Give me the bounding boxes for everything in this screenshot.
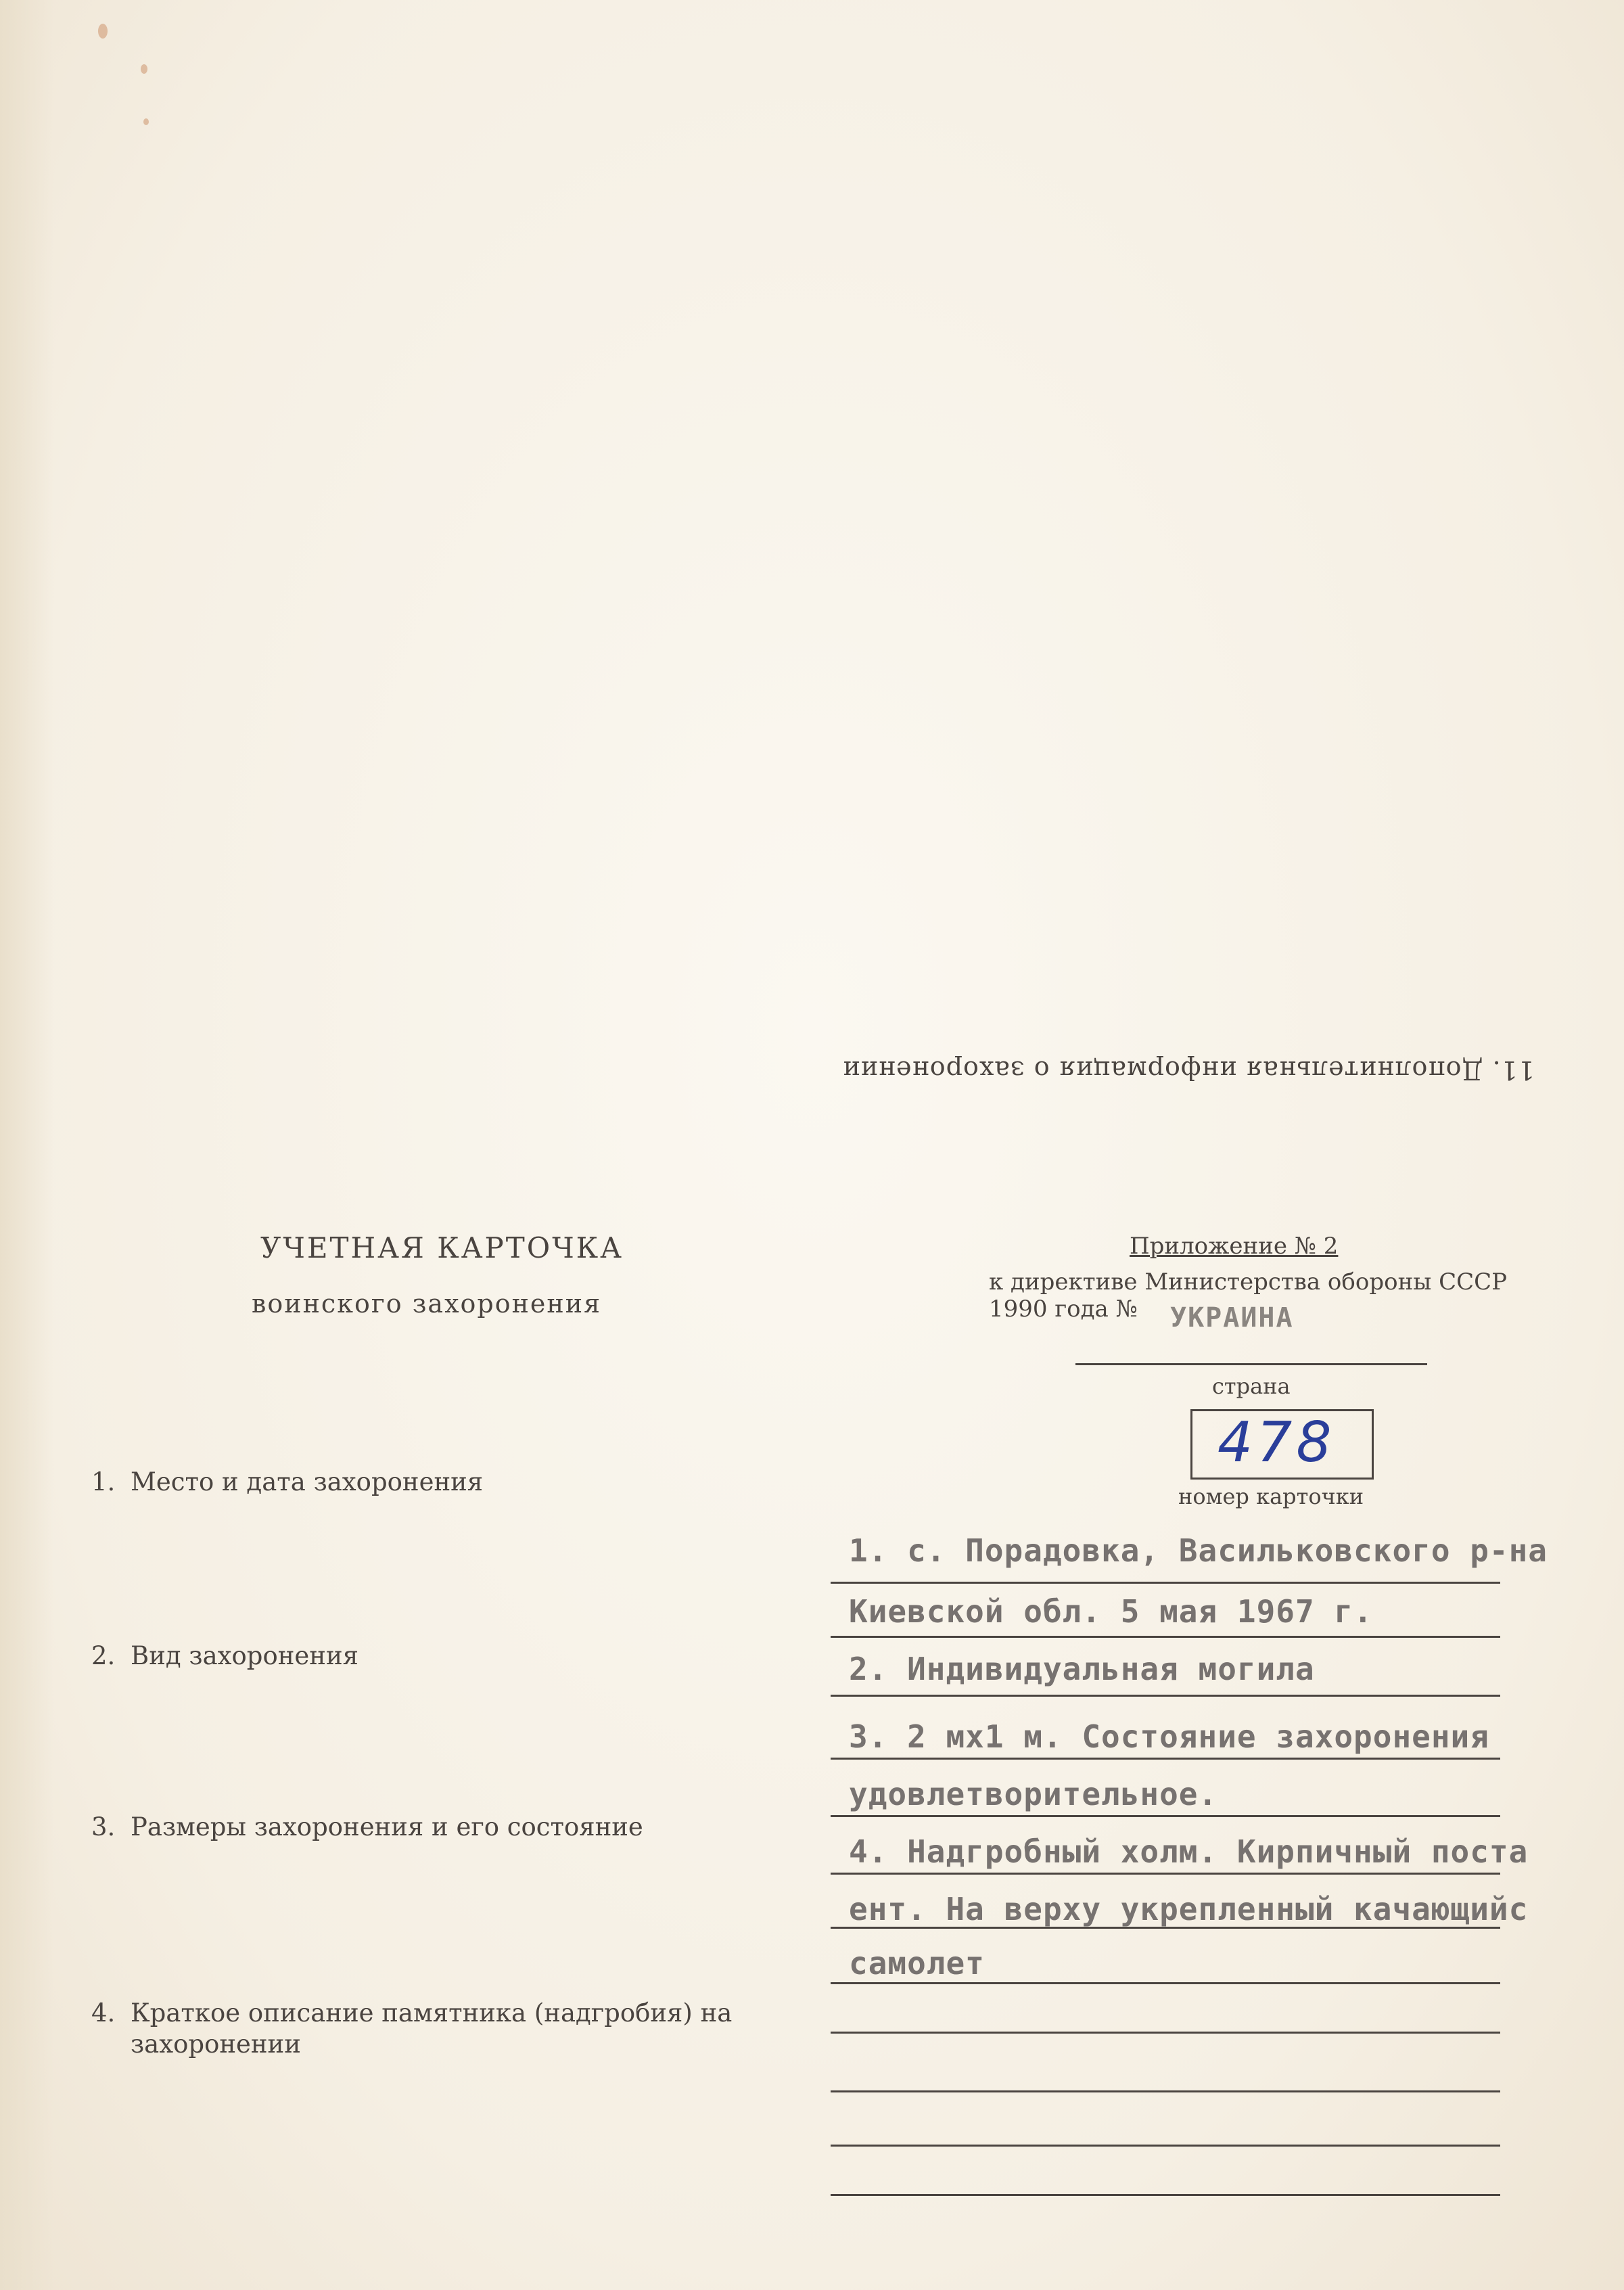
answer-line	[831, 1636, 1500, 1638]
field-label-continuation: захоронении	[131, 2030, 301, 2059]
typed-line: 1. с. Порадовка, Васильковского р-на	[849, 1532, 1548, 1569]
typed-line: 2. Индивидуальная могила	[849, 1651, 1315, 1687]
answer-line	[831, 1582, 1500, 1584]
field-label-text: Краткое описание памятника (надгробия) на	[131, 1998, 733, 2028]
field-place-date	[91, 1467, 483, 1498]
card-number-label: номер карточки	[1178, 1484, 1364, 1509]
country-label: страна	[1212, 1373, 1291, 1399]
directive-line: к директиве Министерства обороны СССР	[989, 1268, 1508, 1296]
field-monument-description	[91, 1998, 768, 2060]
card-number-handwritten: 478	[1217, 1411, 1336, 1475]
answer-line	[831, 1815, 1500, 1817]
answer-line	[831, 1695, 1500, 1697]
typed-line: удовлетворительное.	[849, 1776, 1218, 1812]
typed-line: самолет	[849, 1945, 985, 1982]
typed-line: ент. На верху укрепленный качающийс	[849, 1891, 1529, 1927]
field-number: 4.	[91, 1998, 116, 2028]
additional-info-heading-rotated: 11. Дополнительная информация о захоронении	[842, 1055, 1535, 1085]
answer-line	[831, 1758, 1500, 1760]
paper-edge-shadow	[0, 0, 54, 2290]
rust-stain	[143, 118, 149, 125]
typed-line: 3. 2 мх1 м. Состояние захоронения	[849, 1718, 1489, 1755]
typed-line: 4. Надгробный холм. Кирпичный поста	[849, 1833, 1529, 1870]
field-label-text: Вид захоронения	[131, 1641, 358, 1670]
answer-line	[831, 1982, 1500, 1984]
card-title: УЧЕТНАЯ КАРТОЧКА	[260, 1231, 624, 1264]
answer-line	[831, 2145, 1500, 2147]
field-burial-type	[91, 1641, 358, 1672]
answer-line	[831, 2032, 1500, 2034]
rust-stain	[141, 64, 147, 74]
country-underline	[1075, 1363, 1427, 1365]
field-number: 1.	[91, 1467, 116, 1496]
country-value: УКРАИНА	[1170, 1302, 1294, 1333]
field-number: 2.	[91, 1641, 116, 1670]
answer-line	[831, 2194, 1500, 2196]
field-label-text: Размеры захоронения и его состояние	[131, 1812, 643, 1841]
rust-stain	[98, 24, 108, 39]
field-number: 3.	[91, 1812, 116, 1841]
answer-line	[831, 1873, 1500, 1875]
typed-line: Киевской обл. 5 мая 1967 г.	[849, 1593, 1373, 1630]
field-label-text: Место и дата захоронения	[131, 1467, 484, 1496]
card-subtitle: воинского захоронения	[252, 1289, 602, 1319]
field-burial-size	[91, 1812, 643, 1843]
appendix-label: Приложение № 2	[1130, 1233, 1339, 1260]
year-line: 1990 года №	[989, 1296, 1138, 1323]
answer-line	[831, 2090, 1500, 2092]
